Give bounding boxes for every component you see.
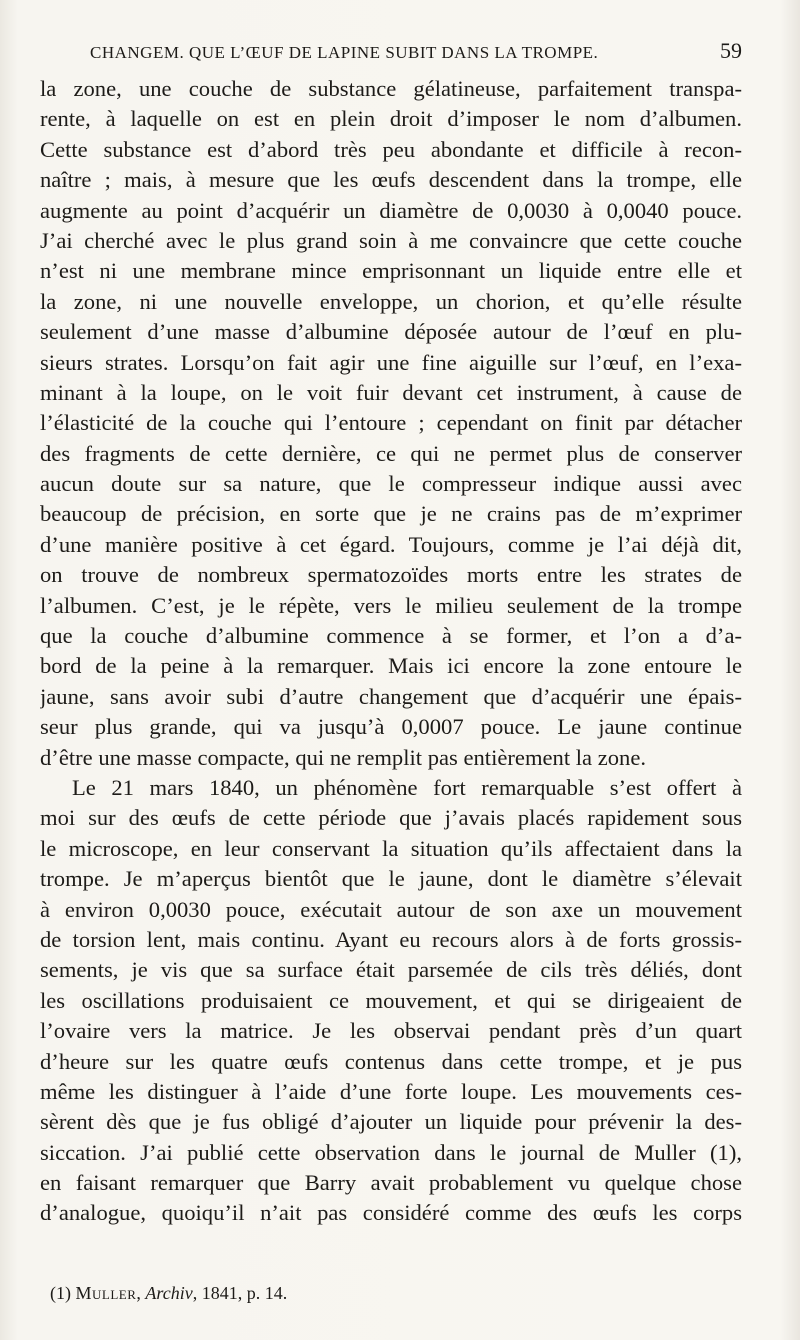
text-line: l’élasticité de la couche qui l’entoure ; cependant on finit par détacher [40, 410, 742, 436]
text-line: même les distinguer à l’aide d’une forte loupe. Les mouvements ces- [40, 1078, 742, 1104]
paragraph-2 [40, 773, 742, 1229]
text-line: la zone, une couche de substance gélatineuse, parfaitement transpa- [40, 76, 742, 101]
text-line: sements, je vis que sa surface était parsemée de cils très déliés, dont [40, 957, 742, 983]
text-line: d’heure sur les quatre œufs contenus dans cette trompe, et je pus [40, 1048, 742, 1074]
footnote-separator: , [136, 1283, 141, 1303]
footnote-journal: Archiv [145, 1283, 193, 1303]
text-line: bord de la peine à la remarquer. Mais ici encore la zone entoure le [40, 653, 742, 679]
text-line: les oscillations produisaient ce mouvement, et qui se dirigeaient de [40, 987, 742, 1013]
text-line: d’une manière positive à cet égard. Toujours, comme je l’ai déjà dit, [40, 531, 742, 557]
text-line: que la couche d’albumine commence à se former, et l’on a d’a- [40, 623, 742, 649]
text-line: jaune, sans avoir subi d’autre changement que d’acquérir une épais- [40, 683, 742, 709]
text-line: sieurs strates. Lorsqu’on fait agir une fine aiguille sur l’œuf, en l’exa- [40, 349, 742, 375]
running-head-title: CHANGEM. QUE L’ŒUF DE LAPINE SUBIT DANS LA TROMPE. [90, 43, 599, 62]
text-line: trompe. Je m’aperçus bientôt que le jaune, dont le diamètre s’élevait [40, 866, 742, 892]
text-line: naître ; mais, à mesure que les œufs descendent dans la trompe, elle [40, 167, 742, 193]
text-line: Cette substance est d’abord très peu abondante et difficile à recon- [40, 136, 742, 162]
text-line: on trouve de nombreux spermatozoïdes morts entre les strates de [40, 562, 742, 588]
footnote-author: Muller [75, 1283, 137, 1303]
text-line: des fragments de cette dernière, ce qui ne permet plus de conserver [40, 440, 742, 466]
text-line: Le 21 mars 1840, un phénomène fort remarquable s’est offert à [72, 774, 742, 800]
page-number: 59 [720, 38, 742, 63]
text-line: augmente au point d’acquérir un diamètre de 0,0030 à 0,0040 pouce. [40, 197, 742, 223]
text-line: à environ 0,0030 pouce, exécutait autour de son axe un mouvement [40, 896, 742, 922]
text-line: siccation. J’ai publié cette observation dans le journal de Muller (1), [40, 1139, 742, 1165]
footnote-details: , 1841, p. 14. [192, 1283, 288, 1303]
text-line: J’ai cherché avec le plus grand soin à me convaincre que cette couche [40, 227, 742, 253]
text-line: beaucoup de précision, en sorte que je ne crains pas de m’exprimer [40, 501, 742, 527]
text-line: minant à la loupe, on le voit fuir devant cet instrument, à cause de [40, 379, 742, 405]
paragraph-1 [40, 74, 742, 773]
text-line: aucun doute sur sa nature, que le compresseur indique aussi avec [40, 471, 742, 497]
text-line: l’albumen. C’est, je le répète, vers le milieu seulement de la trompe [40, 592, 742, 618]
text-line: l’ovaire vers la matrice. Je les observai pendant près d’un quart [40, 1018, 742, 1044]
footnote [50, 1280, 740, 1306]
text-line: d’analogue, quoiqu’il n’ait pas considéré comme des œufs les corps [40, 1200, 742, 1226]
text-line: en faisant remarquer que Barry avait probablement vu quelque chose [40, 1170, 742, 1196]
text-line: la zone, ni une nouvelle enveloppe, un chorion, et qu’elle résulte [40, 288, 742, 314]
text-line: rente, à laquelle on est en plein droit d’imposer le nom d’albumen. [40, 106, 742, 132]
text-line: moi sur des œufs de cette période que j’avais placés rapidement sous [40, 805, 742, 831]
text-line: seulement d’une masse d’albumine déposée autour de l’œuf en plu- [40, 319, 742, 345]
body-text [40, 74, 742, 1229]
running-head [90, 38, 742, 68]
text-line: n’est ni une membrane mince emprisonnant un liquide entre elle et [40, 258, 742, 284]
footnote-marker: (1) [50, 1283, 71, 1303]
text-line: d’être une masse compacte, qui ne remplit pas entièrement la zone. [40, 744, 647, 770]
text-line: de torsion lent, mais continu. Ayant eu recours alors à de forts grossis- [40, 926, 742, 952]
text-line: seur plus grande, qui va jusqu’à 0,0007 pouce. Le jaune continue [40, 714, 742, 740]
text-line: sèrent dès que je fus obligé d’ajouter un liquide pour prévenir la des- [40, 1109, 742, 1135]
text-line: le microscope, en leur conservant la situation qu’ils affectaient dans la [40, 835, 742, 861]
